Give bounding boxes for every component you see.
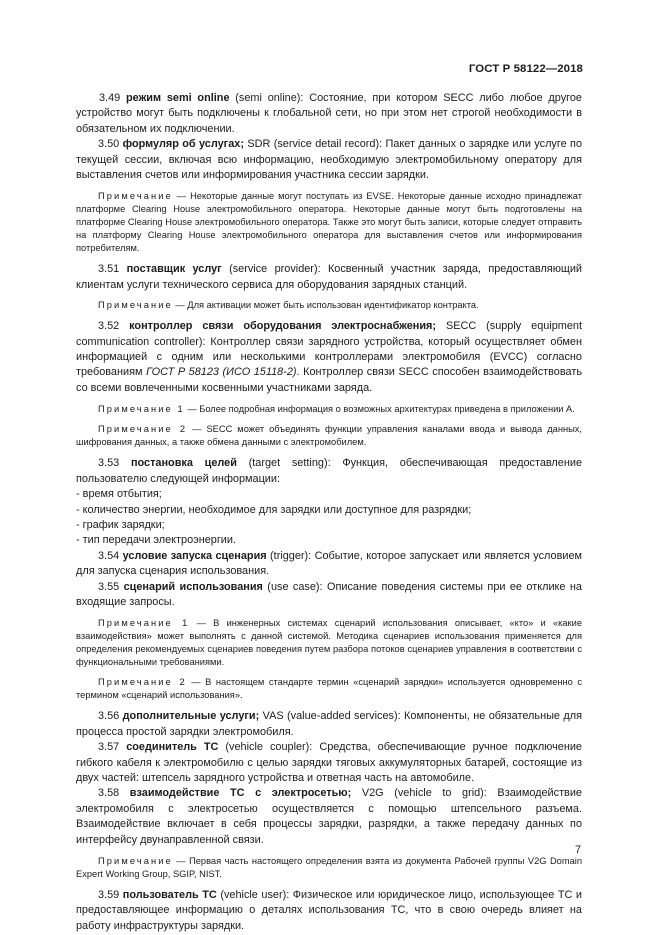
terms-section xyxy=(76,91,582,934)
term-entry-3-56 xyxy=(76,709,582,740)
note-label: Примечание xyxy=(98,191,173,202)
term-number: 3.51 xyxy=(98,263,120,276)
term-title: поставщик услуг xyxy=(126,263,222,276)
note xyxy=(76,190,582,255)
note-text: — Для активации может быть использован идентификатор контракта. xyxy=(172,300,479,311)
term-title: постановка целей xyxy=(130,457,237,470)
term-number: 3.58 xyxy=(98,787,120,800)
list-item: - количество энергии, необходимое для зарядки или доступное для разрядки; xyxy=(76,503,472,516)
note-text: — Более подробная информация о возможных архитектурах приведена в приложении А. xyxy=(184,404,575,415)
note-label: Примечание 2 xyxy=(98,424,188,435)
term-definition: V2G (vehicle to grid): Взаимодействие электромобиля с электросетью осуществляется с помощью штепсельного разъема. Взаимодействие включает в себя процессы зарядки, разрядки, а также передачу данных по интерфейсу двунаправленной связи. xyxy=(76,787,582,846)
standard-reference: ГОСТ Р 58123 (ИСО 15118-2) xyxy=(146,366,297,379)
note-label: Примечание xyxy=(98,856,173,866)
note-text: — SECC может объединять функции управления каналами ввода и вывода данных, шифрования данных, а также обмена данными с электромобилем. xyxy=(76,424,583,448)
term-number: 3.54 xyxy=(98,549,120,562)
term-number: 3.49 xyxy=(99,92,121,104)
note-label: Примечание xyxy=(98,300,173,311)
term-entry-3-53 xyxy=(76,456,582,487)
term-definition-cont: . Контроллер связи SECC способен взаимодействовать со всеми вовлеченными косвенными участниками заряда. xyxy=(76,366,582,394)
note-text: — Первая часть настоящего определения взята из документа Рабочей группы V2G Domain Expert Working Group, SGIP, NIST. xyxy=(76,856,582,879)
note-1 xyxy=(76,403,582,416)
term-definition: (vehicle coupler): Средства, обеспечивающие ручное подключение гибкого кабеля к электромобилю с целью зарядки тяговых аккумуляторных батарей, состоящие из двух частей: штепсель зарядного устройства и ответная часть на автомобиле. xyxy=(76,741,582,784)
list-item: - график зарядки; xyxy=(76,518,165,531)
term-number: 3.59 xyxy=(98,889,120,901)
term-title: контроллер связи оборудования электроснабжения; xyxy=(129,320,437,333)
note-2 xyxy=(76,676,582,702)
term-number: 3.56 xyxy=(98,710,120,723)
term-definition: (use case): Описание поведения системы при ее отклике на входящие запросы. xyxy=(76,580,582,608)
term-entry-3-55 xyxy=(76,580,582,611)
term-definition: VAS (value-added services): Компоненты, не обязательные для процесса простой зарядки электромобиля. xyxy=(76,710,582,738)
term-entry-3-50 xyxy=(76,137,582,183)
term-definition: (service provider): Косвенный участник заряда, предоставляющий клиентам услуги технического сервиса для оборудования зарядных станций. xyxy=(76,263,582,291)
note-text: — Некоторые данные могут поступать из EVSE. Некоторые данные исходно принадлежат платформе Clearing House электромобильного оператора. Некоторые данные могут быть подготовлены на платформе Clearing House электромобильного оператора. Также это могут быть записи, которые следует отправить на платформу Clearing House электромобильного оператора для выставления счетов или информирования потребителям. xyxy=(76,191,582,254)
note-1 xyxy=(76,617,582,669)
term-entry-3-54 xyxy=(76,549,582,580)
term-title: дополнительные услуги; xyxy=(122,710,260,723)
term-definition: SECC (supply equipment communication controller): Контроллер связи зарядного устройства, который осуществляет обмен информацией с одним или несколькими контроллерами электромобиля (EVCC) согласно требованиям xyxy=(76,320,582,379)
term-entry-3-57 xyxy=(76,740,582,786)
note-label: Примечание 1 xyxy=(98,618,190,629)
list-item: - время отбытия; xyxy=(76,488,162,501)
term-definition: SDR (service detail record): Пакет данных о зарядке или услуге по текущей сессии, включая всю информацию, необходимую электромобильному оператору для выставления счетов или информирования участника сессии зарядки. xyxy=(76,138,582,182)
term-entry-3-59 xyxy=(76,888,582,934)
term-number: 3.52 xyxy=(98,320,120,333)
term-number: 3.53 xyxy=(98,457,120,470)
term-title: сценарий использования xyxy=(123,580,263,593)
note-text: — В инженерных системах сценарий использования описывает, «кто» и «какие взаимодействия» может выполнять с данной системой. Методика сценариев использования применяется для определения рекомендуемых сценариев поведения путем разбора потоков сценариев управления в соответствии с функциональными требованиями. xyxy=(76,618,582,668)
note-2 xyxy=(76,423,582,449)
term-definition: (trigger): Событие, которое запускает или является условием для запуска сценария использования. xyxy=(76,549,582,578)
term-definition: (semi online): Состояние, при котором SECC либо любое другое устройство могут быть подключены к глобальной сети, но при этом нет строгой необходимости в обязательном их подключении. xyxy=(76,92,582,135)
note xyxy=(76,299,582,312)
term-entry-3-51 xyxy=(76,262,582,293)
term-definition: (target setting): Функция, обеспечивающая предоставление пользователю следующей информации: xyxy=(76,457,582,485)
term-title: взаимодействие ТС с электросетью; xyxy=(129,787,352,800)
term-number: 3.57 xyxy=(98,741,120,754)
page-number: 7 xyxy=(574,844,581,856)
list-item: - тип передачи электроэнергии. xyxy=(76,534,236,547)
term-definition: (vehicle user): Физическое или юридическое лицо, использующее ТС и предоставляющее информацию о деталях использования ТС, что в свою очередь влияет на работу инфраструктуры зарядки. xyxy=(76,889,583,932)
note xyxy=(76,855,582,881)
term-entry-3-52 xyxy=(76,319,582,396)
standard-header: ГОСТ Р 58122—2018 xyxy=(468,63,583,75)
term-entry-3-58 xyxy=(76,786,582,848)
term-entry-3-49 xyxy=(76,91,582,137)
note-label: Примечание 1 xyxy=(98,404,185,415)
term-title: формуляр об услугах; xyxy=(122,138,244,151)
term-number: 3.50 xyxy=(98,138,120,151)
term-title: соединитель ТС xyxy=(126,741,219,754)
term-number: 3.55 xyxy=(98,580,120,593)
term-title: условие запуска сценария xyxy=(122,549,267,562)
note-label: Примечание 2 xyxy=(98,677,187,688)
note-text: — В настоящем стандарте термин «сценарий зарядки» используется одновременно с термином «сценарий использования». xyxy=(76,677,582,701)
term-title: режим semi online xyxy=(126,92,230,104)
term-title: пользователь ТС xyxy=(122,889,217,901)
